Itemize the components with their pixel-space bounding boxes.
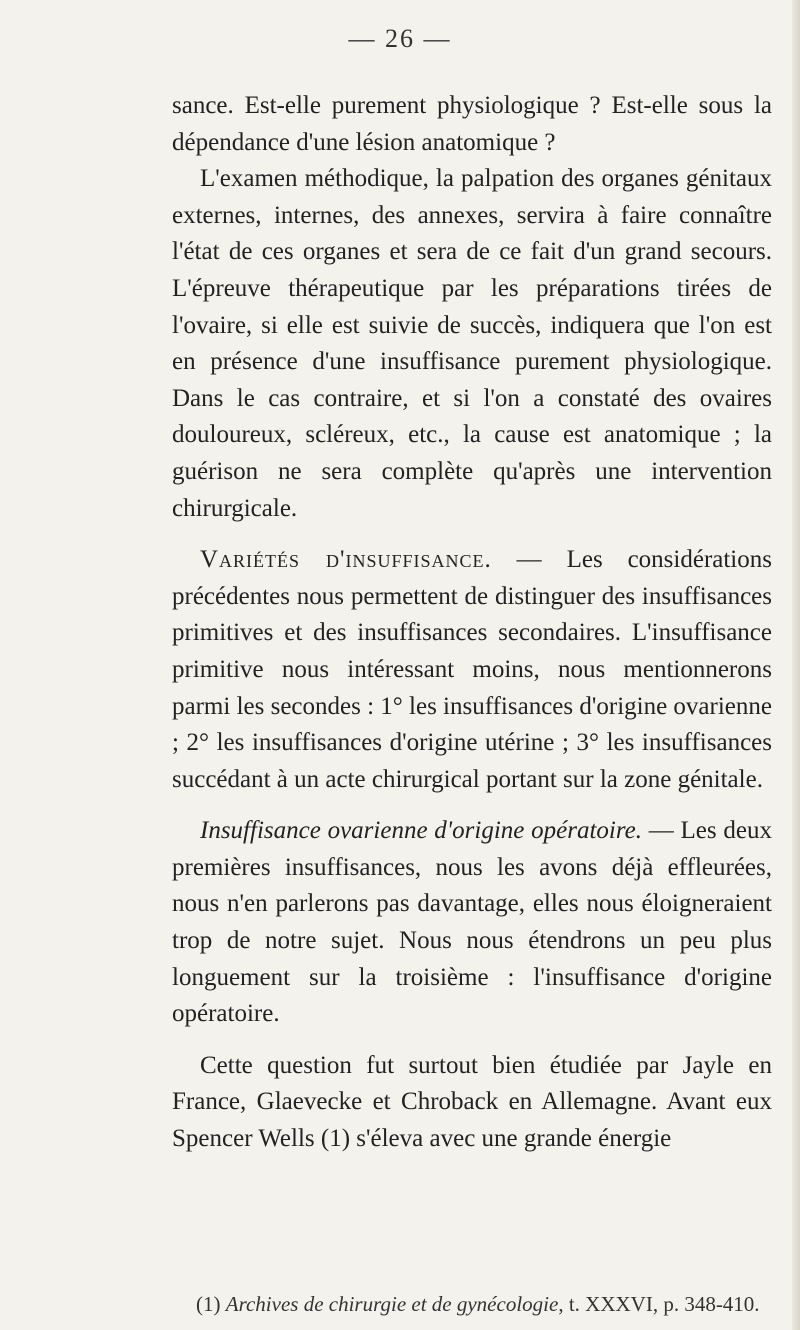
footnote-reference: , t. XXXVI, p. 348-410.: [558, 1292, 760, 1316]
footnote-marker: (1): [196, 1292, 221, 1316]
page-edge-shadow: [792, 0, 800, 1330]
paragraph-3-text: — Les considérations précédentes nous permettent de distinguer des insuffisances primitives et des insuffisances secondaires. L'insuffisance primitive nous intéressant moins, nous mentionnerons parmi les secondes : 1° les insuffisances d'origine ovarienne ; 2° les insuffisances d'origine utérine ; 3° les insuffisances succédant à un acte chirurgical portant sur la zone génitale.: [172, 546, 772, 793]
section-heading-insuffisance-ovarienne: Insuffisance ovarienne d'origine opératoire.: [200, 817, 642, 845]
paragraph-4: [172, 813, 772, 1033]
paragraph-2: L'examen méthodique, la palpation des organes génitaux externes, internes, des annexes, servira à faire connaître l'état de ces organes et sera de ce fait d'un grand secours. L'épreuve thérapeutique par les préparations tirées de l'ovaire, si elle est suivie de succès, indiquera que l'on est en présence d'une insuffisance purement physiologique. Dans le cas contraire, et si l'on a constaté des ovaires douloureux, scléreux, etc., la cause est anatomique ; la guérison ne sera complète qu'après une intervention chirurgicale.: [172, 165, 772, 522]
footnote-journal: Archives de chirurgie et de gynécologie: [225, 1292, 559, 1316]
paragraph-4-text: — Les deux premières insuffisances, nous les avons déjà effleurées, nous n'en parlerons pas davantage, elles nous éloigneraient trop de notre sujet. Nous nous étendrons un peu plus longuement sur la troisième : l'insuffisance d'origine opératoire.: [172, 817, 772, 1028]
section-heading-varietes: Variétés d'insuffisance.: [200, 546, 492, 574]
footnote: [196, 1291, 786, 1317]
body-text: [172, 88, 772, 1158]
paragraph-1: sance. Est-elle purement physiologique ? Est-elle sous la dépendance d'une lésion anatomique ?: [172, 92, 772, 156]
paragraph-5: Cette question fut surtout bien étudiée par Jayle en France, Glaevecke et Chroback en Allemagne. Avant eux Spencer Wells (1) s'éleva avec une grande énergie: [172, 1051, 772, 1153]
page-number: — 26 —: [348, 24, 452, 53]
paragraph-3: [172, 542, 772, 798]
